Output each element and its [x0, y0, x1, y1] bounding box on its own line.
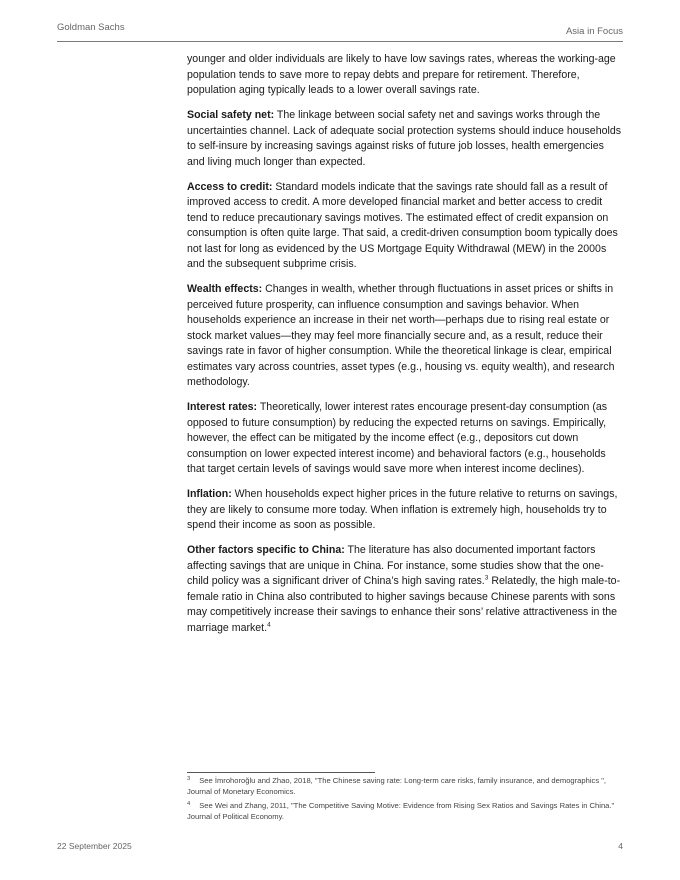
paragraph-access-to-credit [187, 180, 623, 273]
publication-date: 22 September 2025 [57, 841, 132, 851]
paragraph-text: Changes in wealth, whether through fluctuations in asset prices or shifts in perceived future prosperity, can influence consumption and savings behavior. When households experience an increase in their net worth—perhaps due to rising real estate or stock market values—they may feel more financially secure and, as a result, reduce their savings rate in favor of higher consumption. While the theoretical linkage is clear, empirical estimates vary across countries, asset types (e.g., housing vs. equity wealth), and research methodology. [187, 283, 615, 388]
footnote-text: See Wei and Zhang, 2011, "The Competitive Saving Motive: Evidence from Rising Sex Ratios and Savings Rates in China." Journal of Political Economy. [187, 801, 615, 821]
paragraph-interest-rates [187, 400, 623, 478]
paragraph-text: The literature has also documented important factors affecting savings that are unique in China. For instance, some studies show that the one-child policy was a significant driver of China’s high saving rates. [187, 544, 604, 587]
footnote-divider [187, 772, 375, 773]
paragraph-text: The linkage between social safety net and savings works through the uncertainties channel. Lack of adequate social protection systems should induce households to self-insure by increasing savings against risks of future job losses, health emergencies and living much longer than expected. [187, 109, 622, 168]
paragraph-heading: Interest rates: [187, 401, 258, 413]
paragraph-heading: Social safety net: [187, 109, 275, 121]
paragraph-heading: Other factors specific to China: [187, 544, 345, 556]
footnote-number: 4 [187, 801, 191, 807]
paragraph-text: Standard models indicate that the savings rate should fall as a result of improved access to credit. A more developed financial market and better access to credit tend to reduce precautionary savings motives. The estimated effect of credit expansion on consumption is often quite large. That said, a credit-driven consumption boom typically does not last for long as evidenced by the US Mortgage Equity Withdrawal (MEW) in the 2000s and the subsequent subprime crisis. [187, 180, 618, 270]
page-number: 4 [618, 841, 623, 851]
paragraph-text: younger and older individuals are likely to have low savings rates, whereas the working-age population tends to save more to repay debts and prepare for retirement. Therefore, population aging typically leads to a lower overall savings rate. [187, 53, 616, 96]
paragraph-heading: Wealth effects: [187, 283, 263, 295]
paragraph-inflation [187, 487, 623, 534]
footnote-ref-3[interactable]: 3 [484, 574, 489, 582]
footnotes [187, 775, 623, 825]
footnote-text: See İmrohoroğlu and Zhao, 2018, "The Chinese saving rate: Long-term care risks, family insurance, and demographics ", Journal of Monetary Economics. [187, 776, 607, 796]
paragraph-china-factors [187, 543, 623, 636]
footnote-ref-4[interactable]: 4 [267, 620, 271, 628]
footnote-3 [187, 775, 623, 797]
paragraph-text: When households expect higher prices in the future relative to returns on savings, they are likely to consume more today. When inflation is extremely high, households try to spend their income as soon as possible. [187, 488, 618, 531]
brand-name: Goldman Sachs [57, 22, 125, 33]
paragraph-heading: Inflation: [187, 488, 232, 500]
paragraph-text: Theoretically, lower interest rates encourage present-day consumption (as opposed to future consumption) by reducing the expected returns on savings. Empirically, however, the effect can be mitigated by the income effect (e.g., depositors cut down consumption on lower expected interest income) and behavioral factors (e.g., households that target certain levels of savings would save more when interest income declines). [187, 401, 608, 475]
paragraph-social-safety-net [187, 108, 623, 170]
paragraph-heading: Access to credit: [187, 180, 273, 193]
header-divider [57, 41, 623, 42]
footnote-number: 3 [187, 776, 191, 782]
paragraph-text: Relatedly, the high male-to-female ratio in China also contributed to higher savings because Chinese parents with sons may competitively increase their savings to enhance their sons’ relative attractiveness in the marriage market. [187, 575, 621, 634]
paragraph-wealth-effects [187, 282, 623, 391]
publication-title: Asia in Focus [565, 26, 623, 37]
footnote-4 [187, 800, 623, 822]
paragraph-population-aging [187, 52, 623, 99]
body-text [187, 52, 623, 646]
